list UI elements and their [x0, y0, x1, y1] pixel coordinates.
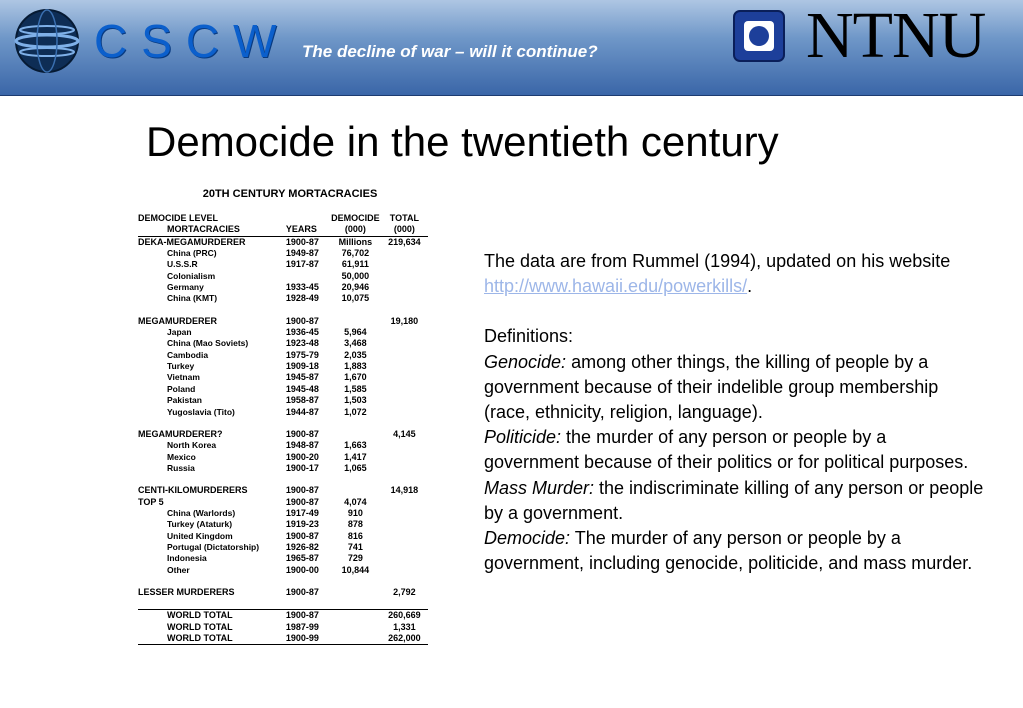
row-label: Vietnam [167, 372, 200, 383]
row-democide: 4,074 [344, 496, 367, 507]
globe-icon [14, 8, 80, 74]
row-years: 1900-20 [285, 451, 319, 462]
row-total [381, 519, 428, 530]
row-democide [330, 633, 381, 645]
row-label: United Kingdom [167, 530, 233, 541]
row-total: 262,000 [381, 633, 428, 645]
politicide-term: Politicide: [484, 427, 562, 448]
ntnu-wordmark: NTNU [806, 0, 986, 72]
row-label: Russia [167, 462, 195, 473]
row-total [381, 327, 428, 338]
row-label: Mexico [167, 451, 196, 462]
table-row [138, 565, 428, 576]
row-years: 1900-17 [285, 462, 319, 473]
row-total: 14,918 [390, 485, 419, 496]
row-democide: 10,075 [341, 293, 370, 304]
row-label: China (Warlords) [167, 507, 236, 518]
row-democide [330, 610, 381, 622]
row-years [286, 271, 330, 282]
definitions-heading: Definitions: [484, 326, 574, 347]
row-total [381, 542, 428, 553]
table-row [138, 271, 428, 282]
row-total [381, 248, 428, 259]
row-total [381, 350, 428, 361]
table-header-row [138, 224, 428, 236]
row-total [381, 565, 428, 576]
source-period: . [747, 276, 753, 297]
row-democide: 1,072 [344, 406, 367, 417]
row-years: 1900-87 [285, 428, 319, 439]
header-years: YEARS [286, 224, 330, 236]
row-label: LESSER MURDERERS [138, 586, 235, 597]
row-years: 1936-45 [285, 327, 319, 338]
mass-murder-term: Mass Murder: [484, 477, 595, 498]
world-total-row [138, 633, 428, 645]
row-total [381, 407, 428, 418]
row-democide: 741 [347, 541, 363, 552]
row-total [381, 440, 428, 451]
row-label: CENTI-KILOMURDERERS [138, 485, 248, 496]
row-years: 1945-48 [285, 383, 319, 394]
row-years: 1900-87 [285, 496, 319, 507]
row-democide [330, 587, 381, 598]
row-years: 1923-48 [285, 338, 319, 349]
world-total-row [138, 622, 428, 633]
row-democide: 910 [347, 507, 363, 518]
democide-text: The murder of any person or people by a government, including genocide, politicide, and mass murder. [484, 528, 973, 574]
row-total: 1,331 [393, 621, 416, 632]
row-democide: 3,468 [344, 338, 367, 349]
row-label: Other [167, 564, 190, 575]
table-title: 20TH CENTURY MORTACRACIES [202, 188, 378, 200]
row-years: 1965-87 [285, 553, 319, 564]
row-democide: 10,844 [341, 564, 370, 575]
row-democide: 878 [347, 519, 363, 530]
row-years: 1900-87 [286, 610, 330, 622]
group-row [138, 497, 428, 508]
row-total [381, 531, 428, 542]
header-mortacracies: MORTACRACIES [138, 224, 286, 236]
ntnu-logo-icon [733, 10, 785, 62]
table-row [138, 293, 428, 304]
table-row [138, 259, 428, 270]
genocide-term: Genocide: [484, 351, 567, 372]
row-label: Turkey (Ataturk) [167, 519, 233, 530]
table-row [138, 350, 428, 361]
row-total [381, 282, 428, 293]
spacer-row [138, 418, 428, 429]
row-years: 1917-87 [285, 259, 319, 270]
politicide-definition [484, 425, 984, 475]
row-label: Pakistan [167, 395, 202, 406]
source-paragraph [484, 249, 984, 299]
mass-murder-text: the indiscriminate killing of any person or people by a government. [484, 477, 984, 523]
row-total: 219,634 [388, 236, 421, 247]
table-header-row [138, 213, 428, 224]
row-label: Portugal (Dictatorship) [167, 541, 260, 552]
spacer-row [138, 598, 428, 610]
row-label: WORLD TOTAL [138, 610, 286, 622]
democide-term: Democide: [484, 528, 571, 549]
table-row [138, 407, 428, 418]
row-label: China (PRC) [167, 248, 217, 259]
spacer-row [138, 474, 428, 485]
row-total [381, 259, 428, 270]
row-total: 4,145 [393, 428, 416, 439]
row-total: 2,792 [393, 586, 416, 597]
row-label: North Korea [167, 440, 217, 451]
row-label: Colonialism [167, 270, 216, 281]
row-total [381, 338, 428, 349]
row-label: Cambodia [167, 349, 209, 360]
row-democide: 61,911 [341, 259, 369, 270]
politicide-text: the murder of any person or people by a government because of their politics or for political purposes. [484, 427, 969, 473]
table-row [138, 440, 428, 451]
row-label: WORLD TOTAL [138, 633, 286, 645]
row-years: 1975-79 [285, 349, 319, 360]
row-label: MEGAMURDERER [138, 315, 218, 326]
row-total [381, 293, 428, 304]
row-label: U.S.S.R [167, 259, 198, 270]
row-democide: 1,670 [344, 372, 367, 383]
row-total [381, 395, 428, 406]
table-row [138, 542, 428, 553]
spacer-row [138, 305, 428, 316]
group-row [138, 316, 428, 327]
powerkills-link[interactable]: http://www.hawaii.edu/powerkills/ [484, 276, 748, 297]
row-years: 1900-87 [285, 586, 319, 597]
row-label: MEGAMURDERER? [138, 428, 223, 439]
row-democide: 2,035 [344, 349, 367, 360]
row-years: 1909-18 [285, 361, 319, 372]
world-total-row [138, 610, 428, 622]
group-row [138, 587, 428, 598]
row-democide: 1,417 [344, 451, 367, 462]
row-democide: 1,503 [344, 395, 367, 406]
row-label: Germany [167, 282, 204, 293]
row-democide [330, 485, 381, 496]
row-years: 1900-87 [285, 315, 319, 326]
row-label: Indonesia [167, 553, 207, 564]
row-label: WORLD TOTAL [167, 621, 233, 632]
group-row [138, 236, 428, 248]
row-democide: 50,000 [341, 270, 370, 281]
row-years: 1900-99 [286, 633, 330, 645]
row-total [381, 553, 428, 564]
row-democide: 1,065 [344, 462, 367, 473]
genocide-text: among other things, the killing of people by a government because of their indelible group membership (race, ethnicity, religion, language). [484, 351, 939, 423]
row-years: 1928-49 [285, 293, 319, 304]
row-label: China (Mao Soviets) [167, 338, 249, 349]
democide-definition [484, 526, 984, 576]
table-row [138, 384, 428, 395]
genocide-definition [484, 350, 984, 426]
spacer-row [138, 576, 428, 587]
slide-title: Democide in the twentieth century [146, 118, 779, 165]
header-banner [0, 0, 1023, 96]
row-democide [330, 622, 381, 633]
row-total: 19,180 [390, 315, 419, 326]
row-total [381, 361, 428, 372]
header-tagline: The decline of war – will it continue? [302, 42, 598, 61]
group-row [138, 429, 428, 440]
row-years: 1958-87 [285, 395, 319, 406]
header-democide-level: DEMOCIDE LEVEL [138, 213, 219, 223]
table-row [138, 463, 428, 474]
table-row [138, 338, 428, 349]
row-label: Yugoslavia (Tito) [167, 406, 235, 417]
row-total [381, 508, 428, 519]
table-row [138, 395, 428, 406]
table-row [138, 248, 428, 259]
row-years: 1945-87 [285, 372, 319, 383]
mass-murder-definition [484, 476, 984, 526]
row-years: 1948-87 [285, 440, 319, 451]
row-years: 1944-87 [285, 406, 319, 417]
table-row [138, 282, 428, 293]
row-democide: 5,964 [344, 327, 367, 338]
row-democide: 1,585 [344, 383, 367, 394]
row-years: 1987-99 [285, 621, 319, 632]
row-democide: 816 [347, 530, 363, 541]
table-row [138, 553, 428, 564]
row-democide [330, 429, 381, 440]
row-years: 1926-82 [285, 541, 319, 552]
table-row [138, 327, 428, 338]
header-total-unit: (000) [381, 224, 428, 236]
row-years: 1933-45 [285, 282, 319, 293]
row-total [381, 497, 428, 508]
source-text: The data are from Rummel (1994), updated on his website [484, 251, 951, 271]
row-label: TOP 5 [138, 496, 164, 507]
row-democide: 729 [347, 553, 363, 564]
row-years: 1900-00 [285, 564, 319, 575]
row-total [381, 384, 428, 395]
row-years: 1900-87 [285, 485, 319, 496]
row-label: Turkey [167, 361, 195, 372]
table-row [138, 372, 428, 383]
header-democide: DEMOCIDE [331, 213, 380, 223]
row-label: DEKA-MEGAMURDERER [138, 236, 246, 247]
table-row [138, 508, 428, 519]
row-years: 1900-87 [285, 530, 319, 541]
row-total [381, 271, 428, 282]
definitions-text [484, 249, 984, 576]
row-democide: Millions [338, 236, 373, 247]
row-democide: 76,702 [341, 248, 370, 259]
table-row [138, 452, 428, 463]
row-years: 1917-49 [285, 507, 319, 518]
row-total [381, 463, 428, 474]
row-years: 1949-87 [285, 248, 319, 259]
row-democide: 1,663 [344, 440, 367, 451]
row-total [381, 452, 428, 463]
table-row [138, 361, 428, 372]
table-row [138, 531, 428, 542]
row-label: Poland [167, 383, 196, 394]
header-democide-unit: (000) [330, 224, 381, 236]
row-label: China (KMT) [167, 293, 218, 304]
mortacracies-table [138, 188, 428, 645]
group-row [138, 485, 428, 496]
row-democide [330, 316, 381, 327]
table-row [138, 519, 428, 530]
row-democide: 20,946 [341, 282, 370, 293]
cscw-logo-text: CSCW [94, 15, 291, 67]
row-democide: 1,883 [344, 361, 367, 372]
row-years: 1919-23 [285, 519, 319, 530]
row-total: 260,669 [381, 610, 428, 622]
row-total [381, 372, 428, 383]
row-label: Japan [167, 327, 192, 338]
row-years: 1900-87 [285, 236, 319, 247]
header-total: TOTAL [389, 213, 419, 223]
